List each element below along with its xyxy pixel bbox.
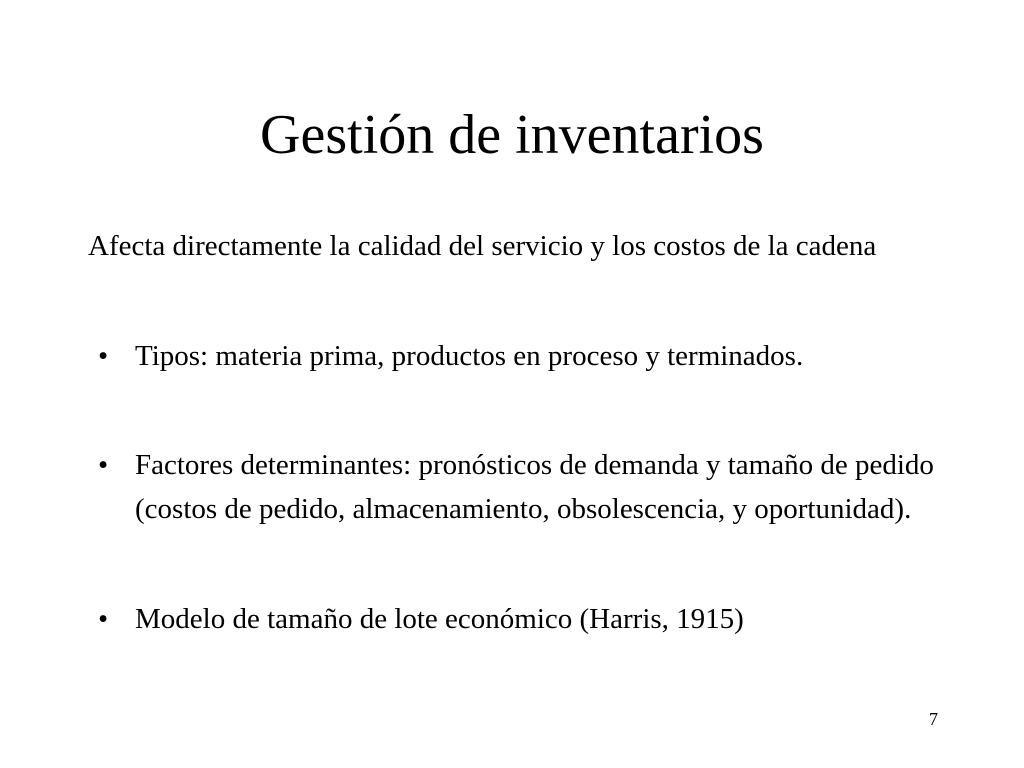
list-item	[90, 443, 950, 531]
bullet-icon: •	[98, 603, 109, 635]
bullet-text: Factores determinantes: pronósticos de demanda y tamaño de pedido (costos de pedido, almacenamiento, obsolescencia, y oportunidad).	[135, 449, 934, 525]
bullet-icon: •	[98, 449, 109, 481]
slide-title: Gestión de inventarios	[260, 104, 764, 166]
bullet-text: Tipos: materia prima, productos en proceso y terminados.	[135, 340, 804, 372]
bullet-text: Modelo de tamaño de lote económico (Harris, 1915)	[135, 603, 744, 635]
list-item	[90, 597, 950, 641]
bullet-icon: •	[98, 340, 109, 372]
list-item	[90, 334, 950, 378]
intro-paragraph: Afecta directamente la calidad del servicio y los costos de la cadena	[88, 230, 877, 262]
page-number: 7	[929, 709, 938, 729]
